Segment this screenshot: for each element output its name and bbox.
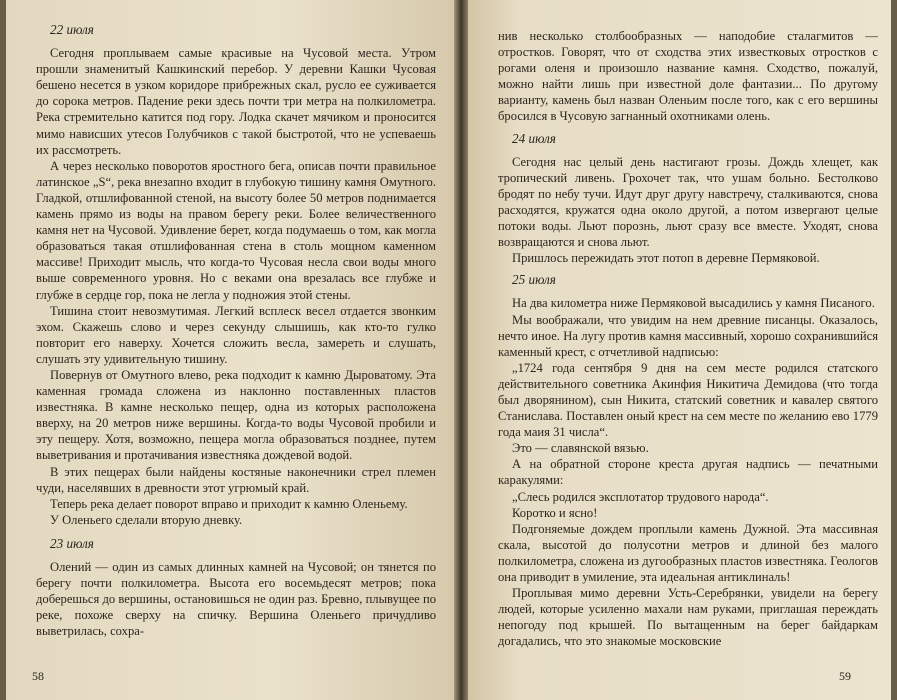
right-page-text <box>498 28 878 649</box>
page-number: 58 <box>32 669 44 683</box>
paragraph: Это — славянской вязью. <box>512 441 649 456</box>
paragraph: А через несколько поворотов яростного бега, описав почти правильное латинское „S“, река внезапно входит в глубокую тишину камня Омутного. Гладкой, отшлифованной стеной, на высоту более 50 метров поднимается камень прямо из воды на правом берегу реки. Более величественного камня нет на Чусовой. Удивление берет, когда подумаешь о том, как могла образоваться такая отшлифованная стена в столь мощном каменном массиве! Приходит мысль, что когда-то Чусовая несла свои воды много выше современного уровня. Но с веками она врезалась все глубже и глубже в сердце гор, пока не легла у подножия этой стены. <box>36 158 436 302</box>
paragraph: А на обратной стороне креста другая надпись — печатными каракулями: <box>498 457 878 488</box>
paragraph: Олений — один из самых длинных камней на Чусовой; он тянется по берегу почти полкилометра. Высота его восемьдесят метров; пока доберешься до вершины, остановишься не один раз. Бревно, плывущее по реке, похоже сверху на спичку. Вершина Оленьего причудливо выветрилась, сохра- <box>36 560 436 639</box>
date-heading: 25 июля <box>512 272 556 288</box>
inscription-quote: „1724 года сентября 9 дня на сем месте родился статского действительного советника Акинфия Никитича Демидова (что тогда был дворянином), сын Никита, статский советник и кавалер святого Станислава. Поставлен оный крест на сем месте по желанию ево 1779 года маия 31 числа“. <box>498 360 878 440</box>
book-gutter <box>454 0 468 700</box>
paragraph: Мы воображали, что увидим на нем древние писанцы. Оказалось, нечто иное. На лугу против камня массивный, хорошо сохранившийся каменный крест, с отчетливой надписью: <box>498 312 878 359</box>
paragraph: Коротко и ясно! <box>512 505 598 520</box>
paragraph: Подгоняемые дождем проплыли камень Дужной. Эта массивная скала, высотой до полусотни метров и длиной без малого полкилометра, сложена из дугообразных пластов известняка. Геологов она приводит в умиление, эта идеальная антиклиналь! <box>498 521 878 584</box>
paragraph: В этих пещерах были найдены костяные наконечники стрел племен чуди, населявших в древности этот угрюмый край. <box>36 464 436 495</box>
paragraph: На два километра ниже Пермяковой высадились у камня Писаного. <box>512 296 875 311</box>
paragraph: нив несколько столбообразных — наподобие сталагмитов — отростков. Говорят, что от сходства этих известковых отростков с рогами оленя и произошло название камня. Сходство, пожалуй, можно найти лишь при известной доле фантазии... По другому варианту, камень был назван Оленьим после того, как с его вершины бросился в Чусовую загнанный охотниками олень. <box>498 29 878 124</box>
inscription-quote: „Слесь родился эксплотатор трудового народа“. <box>512 489 769 504</box>
date-heading: 24 июля <box>512 130 556 146</box>
paragraph: Тишина стоит невозмутимая. Легкий всплеск весел отдается звонким эхом. Скажешь слово и через секунду слышишь, как кто-то гулко повторит его наверху. Хочется сложить весла, замереть и слушать, слушать эту удивительную тишину. <box>36 303 436 366</box>
paragraph: Сегодня проплываем самые красивые на Чусовой места. Утром прошли знаменитый Кашкинский перебор. У деревни Кашки Чусовая бешено несется в узком коридоре прибрежных скал, русло ее суживается до сорока метров. Падение реки здесь почти три метра на полкилометра. Река стремительно катится под гору. Лодка скачет мячиком и проносится мимо нависших утесов Голубчиков с такой быстротой, что не успеваешь их рассмотреть. <box>36 46 436 157</box>
right-page <box>468 0 891 700</box>
paragraph: У Оленьего сделали вторую дневку. <box>50 512 243 527</box>
left-page <box>6 0 454 700</box>
paragraph: Теперь река делает поворот вправо и приходит к камню Оленьему. <box>50 496 408 511</box>
date-heading: 23 июля <box>50 535 94 551</box>
date-heading: 22 июля <box>50 22 94 37</box>
left-page-text <box>36 22 436 639</box>
paragraph: Повернув от Омутного влево, река подходит к камню Дыроватому. Эта каменная громада сложена из наклонно поставленных пластов известняка. В камне несколько пещер, одна из которых расположена вверху, на 20 метров ниже вершины. Когда-то воды Чусовой пробили и эту пещеру. Хотя, возможно, пещера могла образоваться позднее, путем выветривания и протачивания известняка дождевой водой. <box>36 367 436 463</box>
paragraph: Пришлось пережидать этот потоп в деревне Пермяковой. <box>512 251 820 266</box>
paragraph: Сегодня нас целый день настигают грозы. Дождь хлещет, как тропический ливень. Грохочет так, что ушам больно. Бестолково бродят по небу тучи. Идут друг другу навстречу, сталкиваются, снова расходятся, кружатся одна около другой, а потом извергают целые потоки воды. Льют порознь, льют сразу все вместе. Уходят, снова возвращаются и снова льют. <box>498 154 878 250</box>
paragraph: Проплывая мимо деревни Усть-Серебрянки, увидели на берегу людей, которые усиленно махали нам руками, приглашая переждать непогоду под крышей. По вытащенным на берег байдаркам догадались, что это знакомые московские <box>498 586 878 649</box>
page-number: 59 <box>839 669 851 683</box>
